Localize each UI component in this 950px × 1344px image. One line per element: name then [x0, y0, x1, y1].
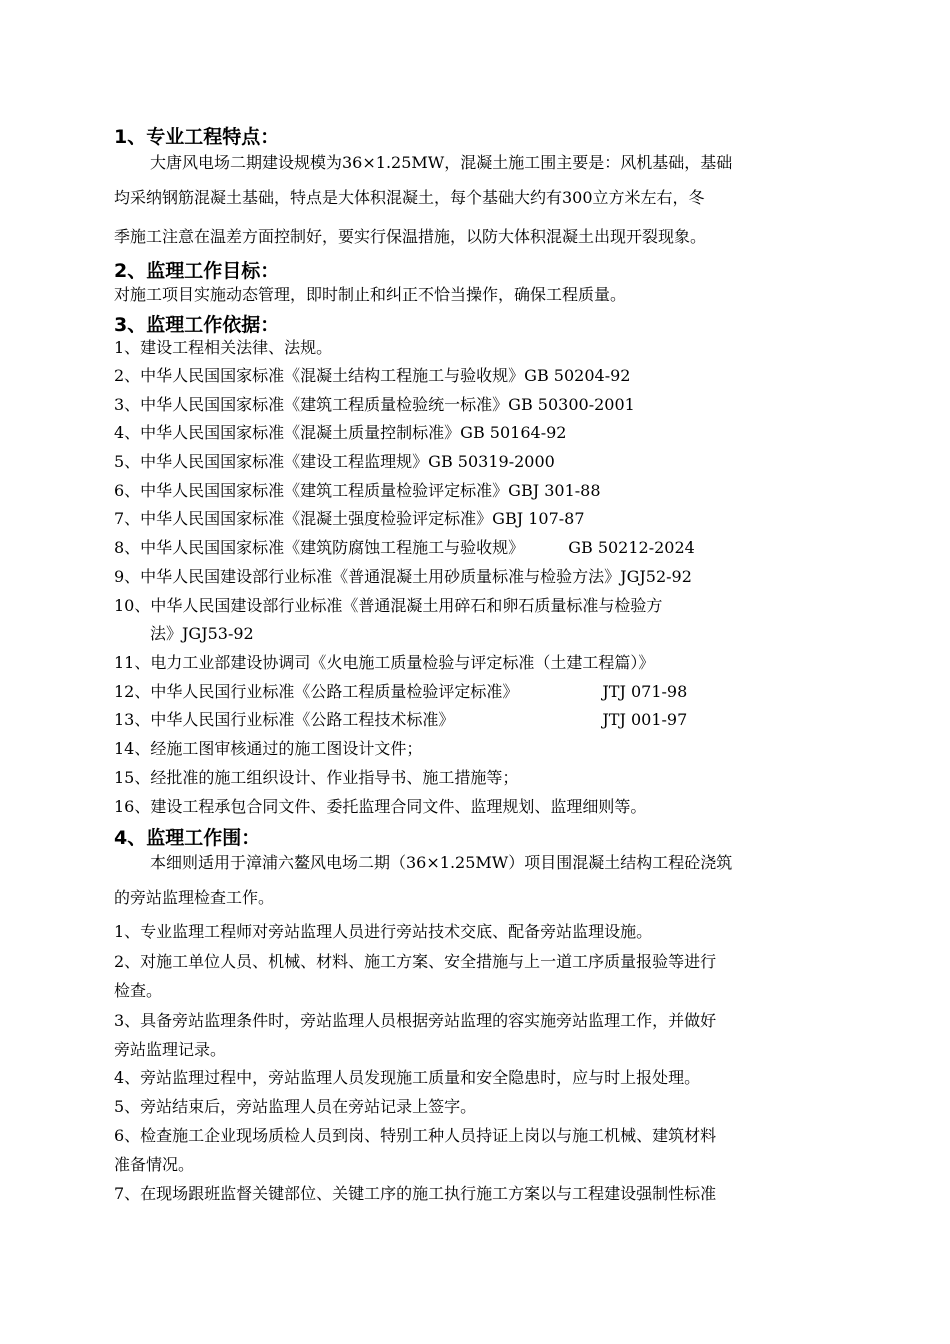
basis-item: 5、中华人民国国家标准《建设工程监理规》GB 50319-2000: [114, 452, 555, 471]
basis-item: 11、电力工业部建设协调司《火电施工质量检验与评定标准（土建工程篇）》: [114, 653, 655, 672]
section-3-heading: 3、监理工作依据：: [114, 314, 280, 336]
scope-item-continuation: 旁站监理记录。: [114, 1040, 227, 1059]
scope-item: 3、具备旁站监理条件时，旁站监理人员根据旁站监理的容实施旁站监理工作，并做好: [114, 1011, 717, 1030]
basis-item-code: JTJ 001-97: [602, 710, 688, 729]
section-1-paragraph-line: 大唐风电场二期建设规模为36×1.25MW，混凝土施工围主要是：风机基础，基础: [150, 153, 733, 172]
basis-item: 9、中华人民国建设部行业标准《普通混凝土用砂质量标准与检验方法》JGJ52-92: [114, 567, 692, 586]
basis-item-title: 12、中华人民国行业标准《公路工程质量检验评定标准》: [114, 682, 519, 701]
basis-item-title: 13、中华人民国行业标准《公路工程技术标准》: [114, 710, 455, 729]
basis-item: 6、中华人民国国家标准《建筑工程质量检验评定标准》GBJ 301-88: [114, 481, 601, 500]
section-4-paragraph-line: 本细则适用于漳浦六鳌风电场二期（36×1.25MW）项目围混凝土结构工程砼浇筑: [150, 853, 733, 872]
basis-item: 10、中华人民国建设部行业标准《普通混凝土用碎石和卵石质量标准与检验方: [114, 596, 663, 615]
basis-item: 4、中华人民国国家标准《混凝土质量控制标准》GB 50164-92: [114, 423, 567, 442]
basis-item: 15、经批准的施工组织设计、作业指导书、施工措施等；: [114, 768, 519, 787]
section-1-heading: 1、专业工程特点：: [114, 126, 280, 148]
section-1-paragraph-line: 季施工注意在温差方面控制好，要实行保温措施，以防大体积混凝土出现开裂现象。: [114, 227, 707, 246]
basis-item-code: GB 50212-2024: [568, 538, 695, 557]
section-2-text: 对施工项目实施动态管理，即时制止和纠正不恰当操作，确保工程质量。: [114, 285, 627, 304]
section-1-paragraph-line: 均采纳钢筋混凝土基础，特点是大体积混凝土，每个基础大约有300立方米左右，冬: [114, 188, 705, 207]
scope-item: 4、旁站监理过程中，旁站监理人员发现施工质量和安全隐患时，应与时上报处理。: [114, 1068, 701, 1087]
basis-item-title: 8、中华人民国国家标准《建筑防腐蚀工程施工与验收规》: [114, 538, 525, 557]
basis-item: 2、中华人民国国家标准《混凝土结构工程施工与验收规》GB 50204-92: [114, 366, 631, 385]
scope-item: 5、旁站结束后，旁站监理人员在旁站记录上签字。: [114, 1097, 477, 1116]
basis-item: 7、中华人民国国家标准《混凝土强度检验评定标准》GBJ 107-87: [114, 509, 585, 528]
scope-item: 2、对施工单位人员、机械、材料、施工方案、安全措施与上一道工序质量报验等进行: [114, 952, 717, 971]
basis-item: 3、中华人民国国家标准《建筑工程质量检验统一标准》GB 50300-2001: [114, 395, 635, 414]
basis-item: 1、建设工程相关法律、法规。: [114, 338, 333, 357]
scope-item: 6、检查施工企业现场质检人员到岗、特别工种人员持证上岗以与施工机械、建筑材料: [114, 1126, 717, 1145]
scope-item: 1、专业监理工程师对旁站监理人员进行旁站技术交底、配备旁站监理设施。: [114, 922, 653, 941]
basis-item: 16、建设工程承包合同文件、委托监理合同文件、监理规划、监理细则等。: [114, 797, 647, 816]
scope-item-continuation: 检查。: [114, 981, 163, 1000]
basis-item: 14、经施工图审核通过的施工图设计文件；: [114, 739, 423, 758]
section-4-heading: 4、监理工作围：: [114, 827, 261, 849]
scope-item-continuation: 准备情况。: [114, 1155, 195, 1174]
section-2-heading: 2、监理工作目标：: [114, 260, 280, 282]
section-4-paragraph-line: 的旁站监理检查工作。: [114, 888, 275, 907]
basis-item: [114, 536, 838, 560]
basis-item-continuation: 法》JGJ53-92: [150, 624, 254, 643]
basis-item-code: JTJ 071-98: [602, 682, 688, 701]
basis-item: [114, 680, 838, 704]
basis-item: [114, 708, 838, 732]
scope-item: 7、在现场跟班监督关键部位、关键工序的施工执行施工方案以与工程建设强制性标准: [114, 1184, 717, 1203]
